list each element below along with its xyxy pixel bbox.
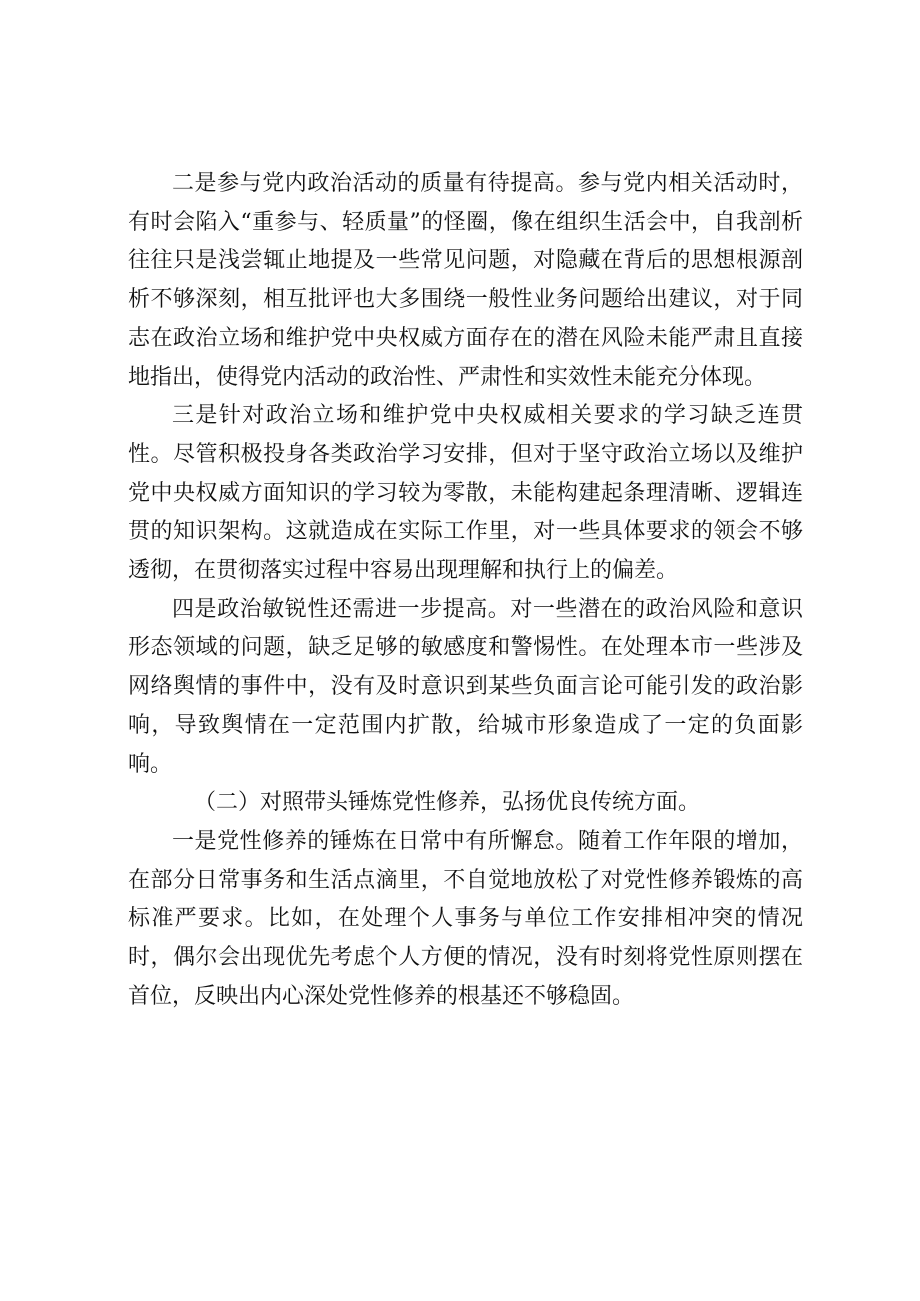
paragraph-learning-continuity: 三是针对政治立场和维护党中央权威相关要求的学习缺乏连贯性。尽管积极投身各类政治学习安排，但对于坚守政治立场以及维护党中央权威方面知识的学习较为零散，未能构建起条理清晰、逻辑连贯的知识架构。这就造成在实际工作里，对一些具体要求的领会不够透彻，在贯彻落实过程中容易出现理解和执行上的偏差。 xyxy=(128,403,803,584)
document-page xyxy=(128,165,803,1016)
paragraph-political-sensitivity: 四是政治敏锐性还需进一步提高。对一些潜在的政治风险和意识形态领域的问题，缺乏足够的敏感度和警惕性。在处理本市一些涉及网络舆情的事件中，没有及时意识到某些负面言论可能引发的政治影响，导致舆情在一定范围内扩散，给城市形象造成了一定的负面影响。 xyxy=(128,596,803,777)
paragraph-party-cultivation: 一是党性修养的锤炼在日常中有所懈怠。随着工作年限的增加，在部分日常事务和生活点滴里，不自觉地放松了对党性修养锻炼的高标准严要求。比如，在处理个人事务与单位工作安排相冲突的情况时，偶尔会出现优先考虑个人方便的情况，没有时刻将党性原则摆在首位，反映出内心深处党性修养的根基还不够稳固。 xyxy=(128,828,803,1009)
paragraph-political-activities: 二是参与党内政治活动的质量有待提高。参与党内相关活动时，有时会陷入“重参与、轻质量”的怪圈，像在组织生活会中，自我剖析往往只是浅尝辄止地提及一些常见问题，对隐藏在背后的思想根源剖析不够深刻，相互批评也大多围绕一般性业务问题给出建议，对于同志在政治立场和维护党中央权威方面存在的潜在风险未能严肃且直接地指出，使得党内活动的政治性、严肃性和实效性未能充分体现。 xyxy=(128,171,803,390)
section-heading-party-cultivation: （二）对照带头锤炼党性修养，弘扬优良传统方面。 xyxy=(194,790,701,816)
